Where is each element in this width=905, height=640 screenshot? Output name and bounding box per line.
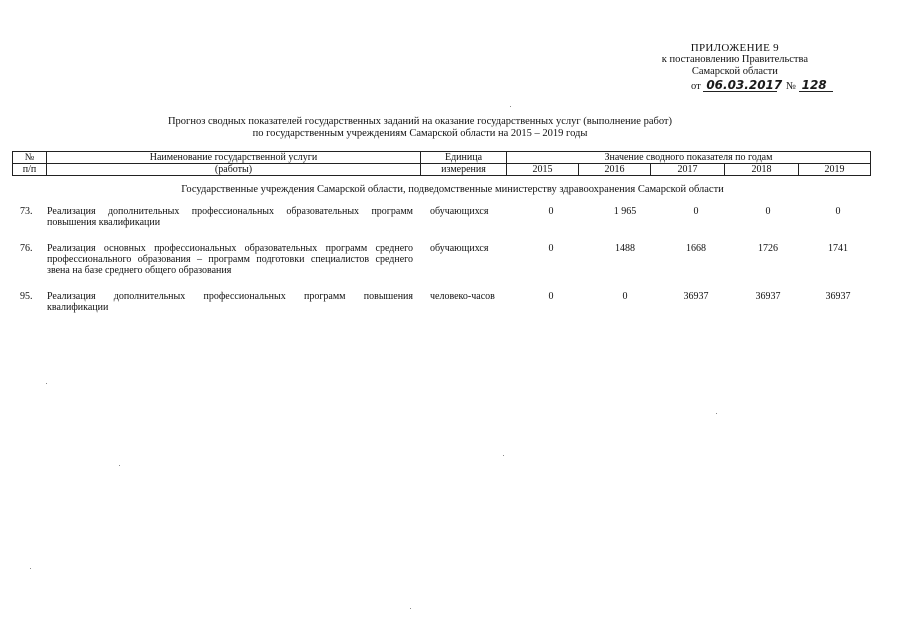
row-value-2018: 1726	[758, 243, 778, 254]
header-num: №	[13, 152, 47, 164]
header-year: 2016	[579, 164, 651, 176]
document-title-line-2: по государственным учреждениям Самарской области на 2015 – 2019 годы	[252, 128, 588, 139]
row-value-2018: 36937	[755, 291, 781, 302]
appendix-block	[662, 42, 808, 78]
row-unit: человеко-часов	[430, 291, 495, 302]
appendix-line-2: Самарской области	[691, 66, 778, 77]
header-year: 2015	[507, 164, 579, 176]
row-value-2016: 0	[622, 291, 628, 302]
header-unit: Единица	[421, 152, 507, 164]
handwritten-date: 06.03.2017	[703, 79, 777, 92]
row-service-name: Реализация дополнительных профессиональных образовательных программ повышения квалификации	[47, 206, 413, 228]
header-name: Наименование государственной услуги	[47, 152, 421, 164]
row-value-2017: 1668	[686, 243, 706, 254]
date-prefix: от	[691, 81, 701, 92]
document-title	[100, 116, 740, 140]
row-value-2019: 36937	[825, 291, 851, 302]
scan-speck	[410, 608, 411, 609]
decree-date-line	[691, 79, 833, 92]
scan-speck	[716, 413, 717, 414]
row-value-2019: 1741	[828, 243, 848, 254]
number-prefix: №	[785, 81, 796, 92]
header-name-sub: (работы)	[47, 164, 421, 176]
row-service-name: Реализация основных профессиональных образовательных программ среднего профессионального образования – программ подготовки специалистов среднего звена на базе среднего общего образования	[47, 243, 413, 276]
appendix-title: ПРИЛОЖЕНИЕ 9	[690, 42, 779, 54]
section-caption: Государственные учреждения Самарской области, подведомственные министерству здравоохранения Самарской области	[181, 184, 724, 195]
row-number: 95.	[20, 291, 33, 302]
row-value-2016: 1488	[615, 243, 635, 254]
header-year: 2019	[799, 164, 871, 176]
row-value-2018: 0	[765, 206, 771, 217]
header-values: Значение сводного показателя по годам	[507, 152, 871, 164]
forecast-table-header	[12, 151, 871, 176]
header-year: 2017	[651, 164, 725, 176]
row-value-2019: 0	[835, 206, 841, 217]
header-unit-sub: измерения	[421, 164, 507, 176]
document-title-line-1: Прогноз сводных показателей государственных заданий на оказание государственных услуг (выполнение работ)	[167, 116, 673, 127]
appendix-line-1: к постановлению Правительства	[661, 54, 808, 65]
scan-speck	[46, 383, 47, 384]
scan-speck	[503, 455, 504, 456]
row-number: 76.	[20, 243, 33, 254]
scan-speck	[510, 106, 511, 107]
row-value-2017: 36937	[683, 291, 709, 302]
row-unit: обучающихся	[430, 243, 489, 254]
handwritten-number: 128	[799, 79, 833, 92]
row-value-2015: 0	[548, 291, 554, 302]
row-service-name: Реализация дополнительных профессиональных программ повышения квалификации	[47, 291, 413, 313]
row-value-2017: 0	[693, 206, 699, 217]
scan-speck	[119, 465, 120, 466]
scan-speck	[30, 568, 31, 569]
row-value-2016: 1 965	[613, 206, 637, 217]
row-unit: обучающихся	[430, 206, 489, 217]
row-value-2015: 0	[548, 243, 554, 254]
row-value-2015: 0	[548, 206, 554, 217]
row-number: 73.	[20, 206, 33, 217]
header-year: 2018	[725, 164, 799, 176]
header-num-sub: п/п	[13, 164, 47, 176]
